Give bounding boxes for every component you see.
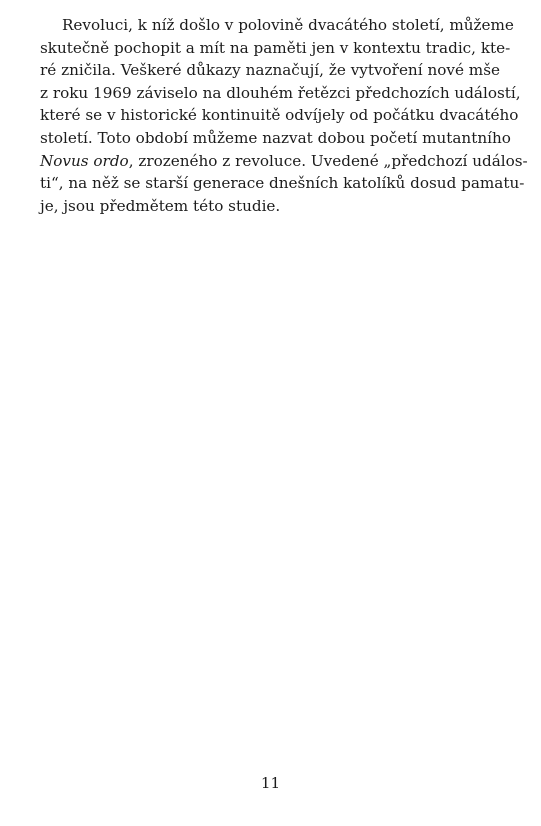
- text-line: [40, 14, 514, 37]
- text-line: [40, 37, 511, 60]
- text-line: [40, 172, 525, 195]
- body-paragraph: [40, 14, 528, 217]
- text-segment: Revoluci, k níž došlo v polovině dvacátého století, můžeme: [62, 16, 514, 34]
- page-number: 11: [260, 774, 281, 792]
- italic-text: Novus ordo: [40, 151, 129, 170]
- text-segment: skutečně pochopit a mít na paměti jen v kontextu tradic, kte-: [40, 38, 511, 57]
- text-line: [40, 127, 511, 150]
- text-line: [40, 150, 528, 173]
- text-segment: ti“, na něž se starší generace dnešních katolíků dosud pamatu-: [40, 174, 525, 193]
- text-segment: , zrozeného z revoluce. Uvedené „předchozí událos-: [128, 151, 528, 170]
- text-segment: století. Toto období můžeme nazvat dobou početí mutantního: [40, 128, 511, 147]
- text-line: [40, 59, 500, 82]
- text-line: [40, 82, 521, 105]
- text-segment: z roku 1969 záviselo na dlouhém řetězci předchozích událostí,: [40, 83, 521, 102]
- text-segment: ré zničila. Veškeré důkazy naznačují, že vytvoření nové mše: [40, 61, 500, 80]
- text-segment: které se v historické kontinuitě odvíjely od počátku dvacátého: [40, 106, 519, 125]
- text-segment: je, jsou předmětem této studie.: [40, 196, 281, 215]
- text-line: [40, 104, 519, 127]
- text-line: [40, 195, 500, 218]
